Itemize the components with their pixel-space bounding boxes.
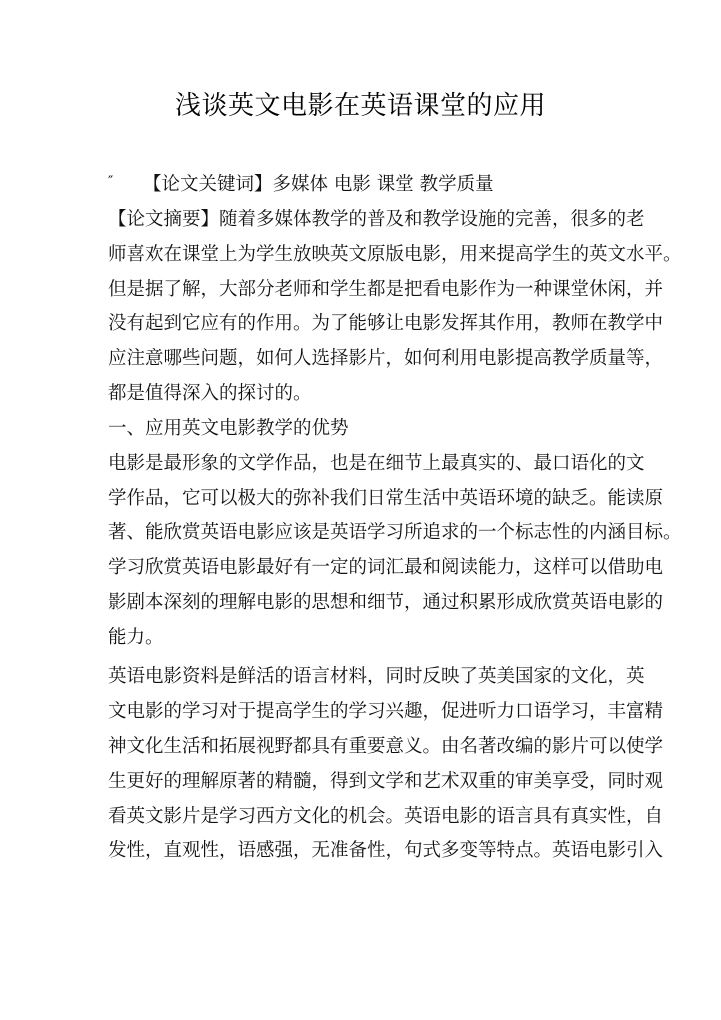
abstract-line-4: 没有起到它应有的作用。为了能够让电影发挥其作用，教师在教学中 <box>108 313 664 334</box>
paragraph-line: 看英文影片是学习西方文化的机会。英语电影的语言具有真实性，自 <box>108 806 664 827</box>
paragraph-line: 电影是最形象的文学作品，也是在细节上最真实的、最口语化的文 <box>108 453 645 474</box>
paragraph-line: 英语电影资料是鲜活的语言材料，同时反映了英美国家的文化，英 <box>108 666 645 687</box>
paragraph-line: 学作品，它可以极大的弥补我们日常生活中英语环境的缺乏。能读原 <box>108 488 664 509</box>
quote-mark: ″ <box>108 174 114 190</box>
abstract-line-2: 师喜欢在课堂上为学生放映英文原版电影，用来提高学生的英文水平。 <box>108 244 682 265</box>
paragraph-line: 神文化生活和拓展视野都具有重要意义。由名著改编的影片可以使学 <box>108 736 664 757</box>
paragraph-line: 影剧本深刻的理解电影的思想和细节，通过积累形成欣赏英语电影的 <box>108 592 664 613</box>
keywords-text: 【论文关键词】多媒体 电影 课堂 教学质量 <box>143 174 494 195</box>
paragraph-line: 文电影的学习对于提高学生的学习兴趣，促进听力口语学习，丰富精 <box>108 701 664 722</box>
abstract-line-5: 应注意哪些问题，如何人选择影片，如何利用电影提高教学质量等， <box>108 348 664 369</box>
paragraph-line: 生更好的理解原著的精髓，得到文学和艺术双重的审美享受，同时观 <box>108 771 664 792</box>
abstract-line-3: 但是据了解，大部分老师和学生都是把看电影作为一种课堂休闲，并 <box>108 279 664 300</box>
abstract-line-1: 【论文摘要】随着多媒体教学的普及和教学设施的完善，很多的老 <box>108 209 645 230</box>
keywords-line <box>108 172 628 199</box>
paragraph-line: 学习欣赏英语电影最好有一定的词汇最和阅读能力，这样可以借助电 <box>108 557 664 578</box>
abstract-line-6: 都是值得深入的探讨的。 <box>108 383 312 404</box>
document-title: 浅谈英文电影在英语课堂的应用 <box>174 91 546 121</box>
paragraph-line: 能力。 <box>108 627 164 648</box>
paragraph-line: 著、能欣赏英语电影应该是英语学习所追求的一个标志性的内涵目标。 <box>108 522 682 543</box>
paragraph-line: 发性，直观性，语感强，无准备性，句式多变等特点。英语电影引入 <box>108 840 664 861</box>
section-heading-1: 一、应用英文电影教学的优势 <box>108 418 349 439</box>
